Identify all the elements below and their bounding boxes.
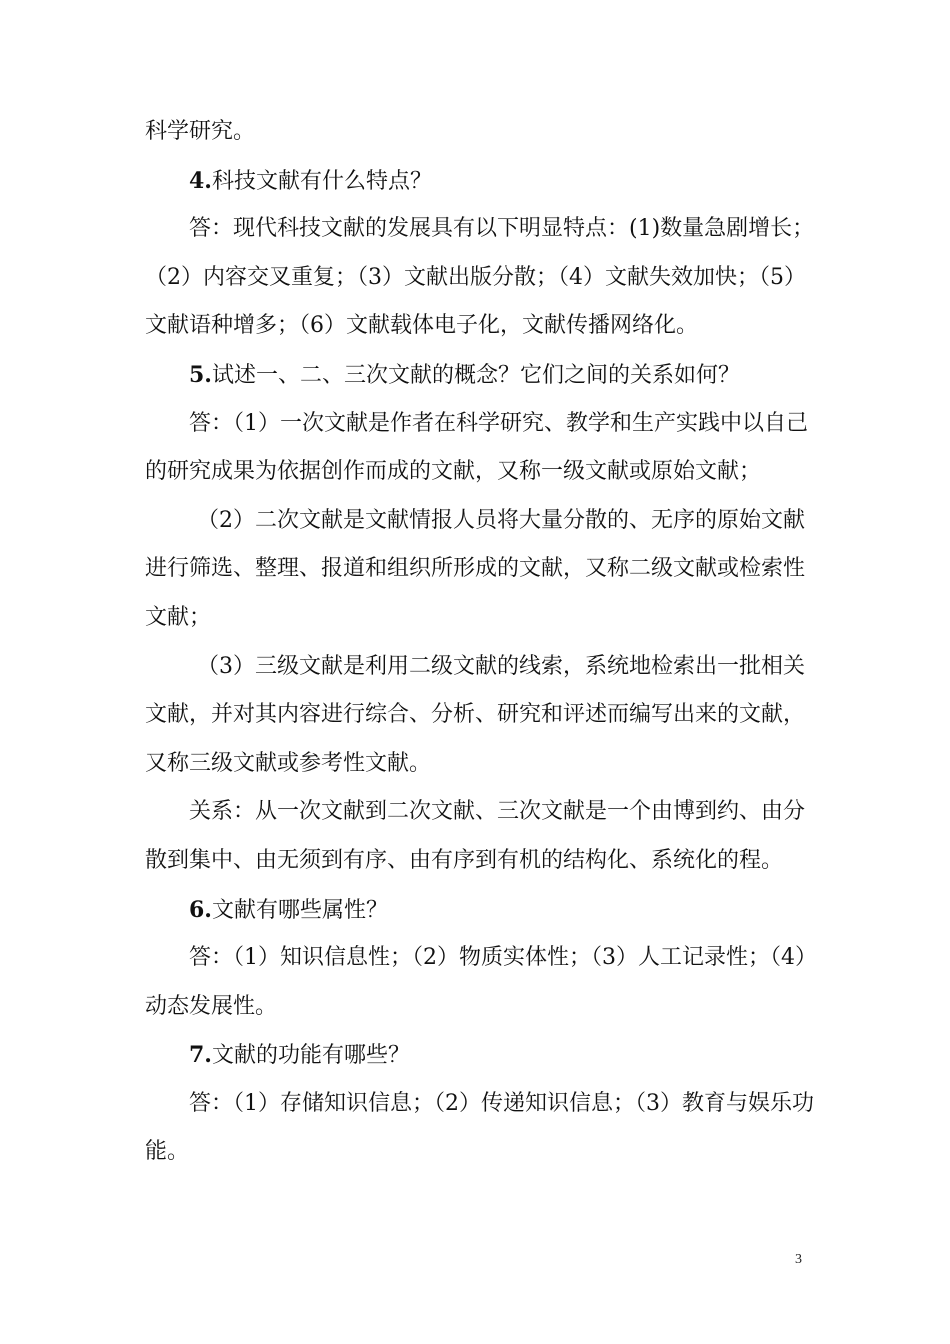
paragraph-line: 答：现代科技文献的发展具有以下明显特点：(1)数量急剧增长； xyxy=(189,216,815,242)
paragraph-line: （3）三级文献是利用二级文献的线索，系统地检索出一批相关 xyxy=(197,653,805,679)
paragraph-line: 动态发展性。 xyxy=(145,993,278,1019)
question-text: 试述一、二、三次文献的概念？它们之间的关系如何？ xyxy=(211,362,740,388)
question-number: 6. xyxy=(189,896,212,923)
question-text: 文献有哪些属性？ xyxy=(211,897,388,923)
paragraph-line: 文献语种增多；（6）文献载体电子化，文献传播网络化。 xyxy=(145,313,698,339)
question-number: 7. xyxy=(189,1042,212,1069)
question-number: 4. xyxy=(189,167,212,194)
paragraph-line: 关系：从一次文献到二次文献、三次文献是一个由博到约、由分 xyxy=(189,799,806,825)
question-text: 文献的功能有哪些？ xyxy=(211,1043,410,1069)
question-text: 科技文献有什么特点？ xyxy=(211,168,432,194)
paragraph-line: 科学研究。 xyxy=(145,119,256,144)
page-number: 3 xyxy=(795,1252,802,1267)
question-number: 5. xyxy=(189,361,212,388)
paragraph-line: 答：（1）存储知识信息；（2）传递知识信息；（3）教育与娱乐功 xyxy=(189,1090,814,1116)
paragraph-line: 的研究成果为依据创作而成的文献，又称一级文献或原始文献； xyxy=(145,459,762,485)
question-heading-7 xyxy=(145,1031,809,1080)
paragraph-line: （2）内容交叉重复；（3）文献出版分散；（4）文献失效加快；（5） xyxy=(145,264,806,290)
paragraph-line: 又称三级文献或参考性文献。 xyxy=(145,750,432,776)
paragraph-line: （2）二次文献是文献情报人员将大量分散的、无序的原始文献 xyxy=(197,507,805,533)
paragraph-line: 答：（1）知识信息性；（2）物质实体性；（3）人工记录性；（4） xyxy=(189,945,817,971)
paragraph-line: 文献，并对其内容进行综合、分析、研究和评述而编写出来的文献， xyxy=(145,702,806,728)
question-heading-5 xyxy=(145,351,809,400)
question-heading-6 xyxy=(145,886,809,935)
question-heading-4 xyxy=(145,157,809,206)
paragraph-line: 文献； xyxy=(145,604,212,630)
paragraph-line: 答：（1）一次文献是作者在科学研究、教学和生产实践中以自己 xyxy=(189,410,808,436)
paragraph-line: 进行筛选、整理、报道和组织所形成的文献，又称二级文献或检索性 xyxy=(145,556,806,582)
paragraph-line: 能。 xyxy=(145,1139,190,1165)
document-body xyxy=(145,108,817,1177)
paragraph-line: 散到集中、由无须到有序、由有序到有机的结构化、系统化的程。 xyxy=(145,847,784,873)
